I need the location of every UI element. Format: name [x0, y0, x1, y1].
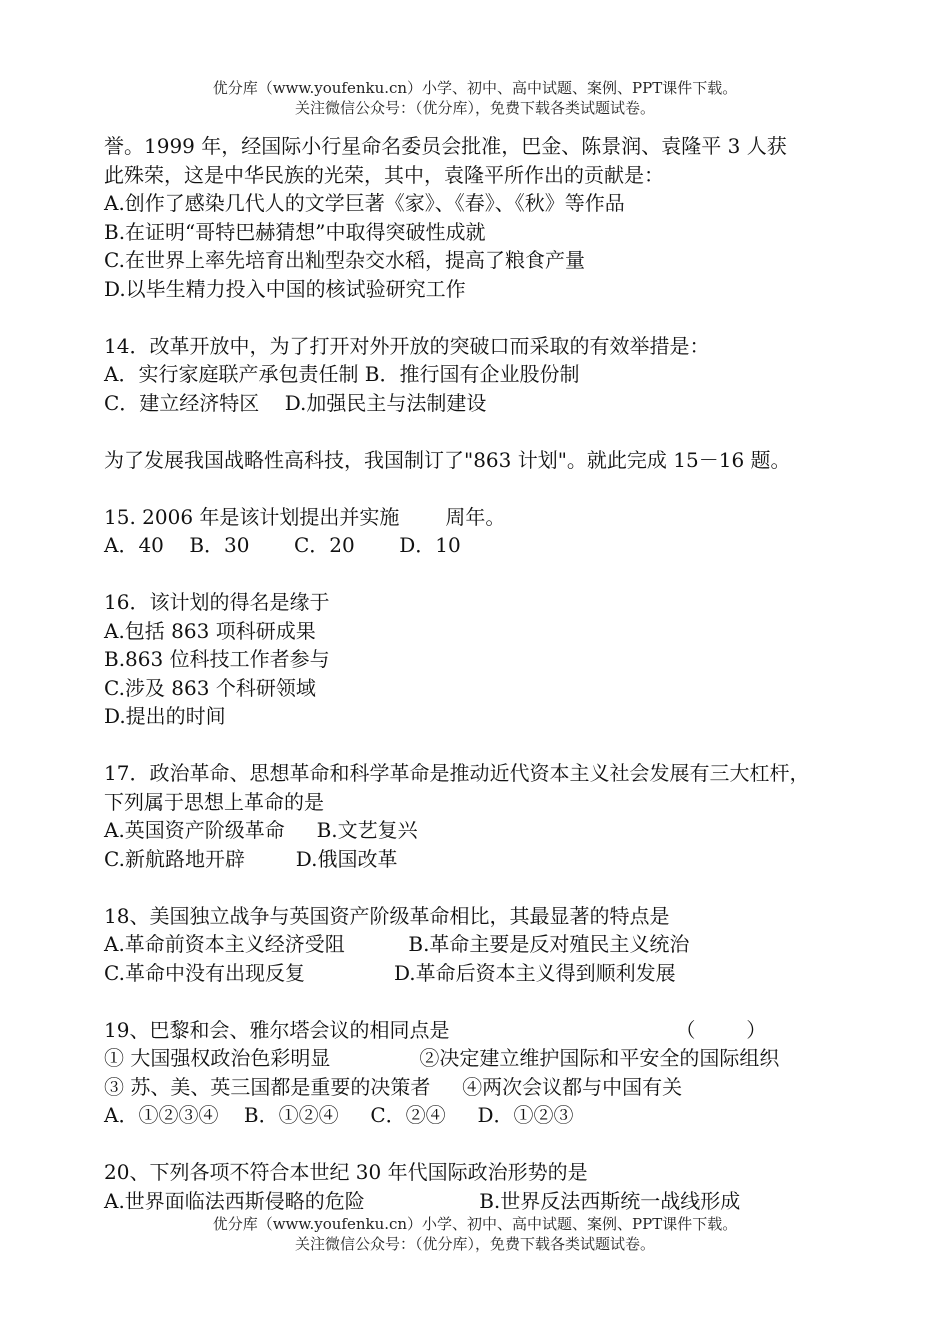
footer-line-1: 优分库（www.youfenku.cn）小学、初中、高中试题、案例、PPT课件下载。	[212, 1215, 738, 1233]
page-footer	[0, 1214, 950, 1254]
q14-options-2: C．建立经济特区 D.加强民主与法制建设	[104, 390, 487, 415]
question-16	[104, 588, 884, 731]
q20-stem: 20、下列各项不符合本世纪 30 年代国际政治形势的是	[104, 1160, 588, 1184]
q13-option-c: C.在世界上率先培育出籼型杂交水稻，提高了粮食产量	[104, 248, 585, 272]
q19-items-2: ③ 苏、美、英三国都是重要的决策者 ④两次会议都与中国有关	[104, 1074, 683, 1099]
q13-text-1: 誉。1999 年，经国际小行星命名委员会批准，巴金、陈景润、袁隆平 3 人获	[104, 134, 787, 158]
question-14	[104, 332, 884, 418]
q16-option-b: B.863 位科技工作者参与	[104, 647, 330, 671]
question-15	[104, 503, 884, 560]
header-line-1: 优分库（www.youfenku.cn）小学、初中、高中试题、案例、PPT课件下载。	[212, 79, 738, 97]
question-19	[104, 1016, 884, 1130]
q15-stem-pre: 15. 2006 年是该计划提出并实施	[104, 504, 400, 529]
q13-option-b: B.在证明“哥特巴赫猜想”中取得突破性成就	[104, 219, 486, 244]
q16-stem: 16．该计划的得名是缘于	[104, 590, 330, 614]
question-13	[104, 132, 884, 303]
q17-stem-1: 17．政治革命、思想革命和科学革命是推动近代资本主义社会发展有三大杠杆，	[104, 761, 810, 785]
q18-options-2: C.革命中没有出现反复 D.革命后资本主义得到顺利发展	[104, 960, 676, 985]
q19-options: A．①②③④ B．①②④ C．②④ D．①②③	[104, 1103, 574, 1127]
q14-stem: 14．改革开放中，为了打开对外开放的突破口而采取的有效举措是：	[104, 333, 710, 358]
intro-15-16: 为了发展我国战略性高科技，我国制订了"863 计划"。就此完成 15－16 题。	[104, 447, 791, 472]
q18-options-1: A.革命前资本主义经济受阻 B.革命主要是反对殖民主义统治	[104, 932, 690, 956]
q19-items-1: ① 大国强权政治色彩明显 ②决定建立维护国际和平安全的国际组织	[104, 1046, 780, 1070]
q13-option-a: A.创作了感染几代人的文学巨著《家》、《春》、《秋》等作品	[104, 191, 625, 215]
header-line-2: 关注微信公众号：（优分库），免费下载各类试题试卷。	[294, 99, 655, 117]
q19-answer-paren: （ ）	[675, 1017, 767, 1042]
q19-stem-line	[104, 1016, 884, 1045]
q20-options-1: A.世界面临法西斯侵略的危险 B.世界反法西斯统一战线形成	[104, 1188, 741, 1213]
question-17	[104, 759, 884, 873]
q16-option-c: C.涉及 863 个科研领域	[104, 675, 316, 700]
q15-stem	[104, 503, 884, 532]
question-20	[104, 1158, 884, 1215]
page-header	[0, 78, 950, 118]
q17-options-1: A.英国资产阶级革命 B.文艺复兴	[104, 818, 418, 842]
q16-option-d: D.提出的时间	[104, 704, 226, 728]
question-18	[104, 902, 884, 988]
q17-stem-2: 下列属于思想上革命的是	[104, 789, 324, 814]
q15-options: A．40 B．30 C．20 D．10	[104, 533, 461, 557]
footer-line-2: 关注微信公众号：（优分库），免费下载各类试题试卷。	[294, 1235, 655, 1253]
q19-stem: 19、巴黎和会、雅尔塔会议的相同点是	[104, 1017, 450, 1042]
q16-option-a: A.包括 863 项科研成果	[104, 618, 316, 643]
q14-options-1: A．实行家庭联产承包责任制 B．推行国有企业股份制	[104, 362, 580, 386]
q13-option-d: D.以毕生精力投入中国的核试验研究工作	[104, 276, 466, 301]
q17-options-2: C.新航路地开辟 D.俄国改革	[104, 846, 398, 871]
q18-stem: 18、美国独立战争与英国资产阶级革命相比，其最显著的特点是	[104, 903, 670, 928]
q13-text-2: 此殊荣，这是中华民族的光荣，其中，袁隆平所作出的贡献是：	[104, 162, 664, 187]
q15-stem-post: 周年。	[445, 504, 506, 529]
document-body	[104, 132, 884, 1215]
